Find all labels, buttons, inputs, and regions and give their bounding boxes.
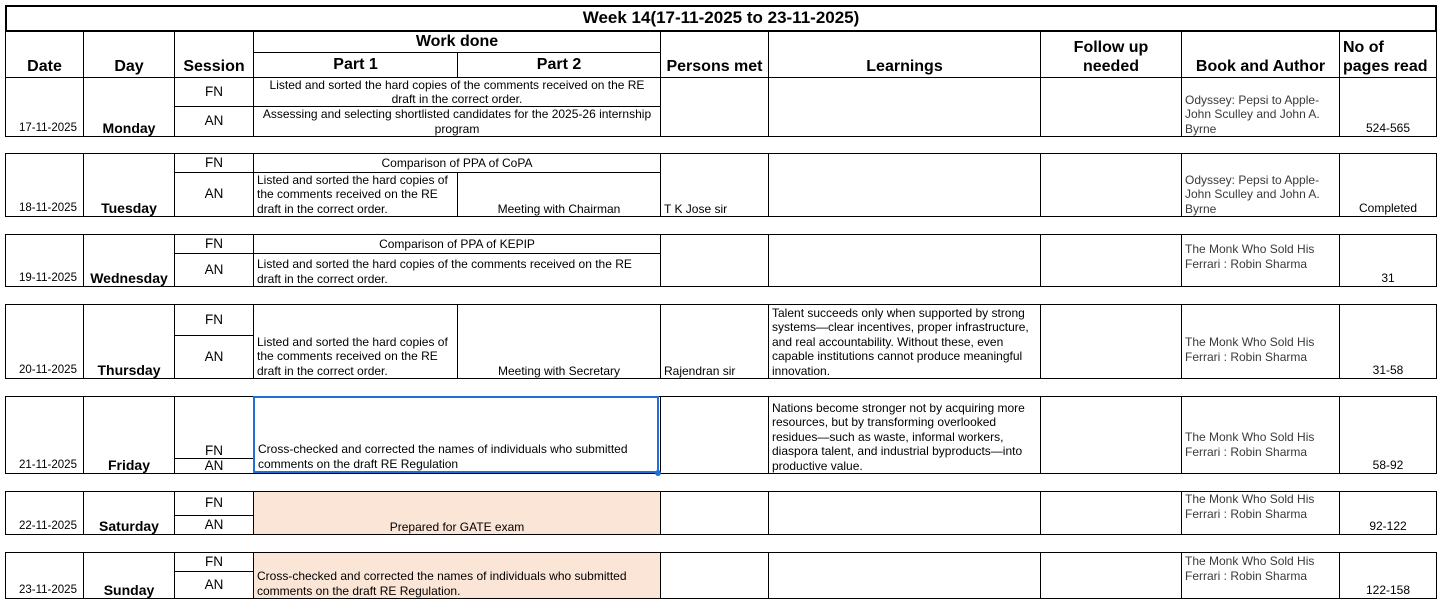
book-cell[interactable]: Odyssey: Pepsi to Apple- John Sculley and John A. Byrne bbox=[1181, 77, 1340, 137]
header-work-done[interactable]: Work done bbox=[253, 31, 661, 53]
work-cell[interactable]: Listed and sorted the hard copies of the comments received on the RE draft in the correct order. bbox=[253, 253, 661, 287]
pages-cell[interactable]: 31 bbox=[1339, 234, 1437, 287]
day-cell[interactable]: Saturday bbox=[83, 491, 175, 535]
book-cell[interactable]: The Monk Who Sold His Ferrari : Robin Sharma bbox=[1181, 304, 1340, 379]
pages-cell[interactable]: 92-122 bbox=[1339, 491, 1437, 535]
date-cell[interactable]: 17-11-2025 bbox=[5, 77, 84, 137]
follow-up-cell[interactable] bbox=[1040, 491, 1182, 535]
session-an[interactable]: AN bbox=[174, 253, 254, 287]
learnings-cell[interactable]: Talent succeeds only when supported by strong systems—clear incentives, proper infrastructure, and real accountability. Without these, even capable institutions cannot produce meaningful innovation. bbox=[768, 304, 1041, 379]
part2-cell[interactable]: Meeting with Chairman bbox=[457, 172, 661, 217]
persons-met-cell[interactable]: T K Jose sir bbox=[660, 153, 769, 217]
session-fn[interactable]: FN bbox=[174, 491, 254, 516]
persons-met-cell[interactable] bbox=[660, 396, 769, 474]
day-cell[interactable]: Thursday bbox=[83, 304, 175, 379]
session-an[interactable]: AN bbox=[174, 335, 254, 379]
spacer-row bbox=[5, 378, 1437, 397]
session-an[interactable]: AN bbox=[174, 458, 254, 474]
book-cell[interactable]: The Monk Who Sold His Ferrari : Robin Sharma bbox=[1181, 396, 1340, 474]
spacer-row bbox=[5, 534, 1437, 553]
sheet-title[interactable]: Week 14(17-11-2025 to 23-11-2025) bbox=[5, 5, 1437, 32]
learnings-cell[interactable] bbox=[768, 491, 1041, 535]
header-pages-read[interactable]: No of pages read bbox=[1339, 31, 1437, 78]
session-an[interactable]: AN bbox=[174, 106, 254, 137]
spacer-row bbox=[5, 136, 1437, 154]
follow-up-cell[interactable] bbox=[1040, 304, 1182, 379]
date-cell[interactable]: 21-11-2025 bbox=[5, 396, 84, 474]
date-cell[interactable]: 19-11-2025 bbox=[5, 234, 84, 287]
pages-cell[interactable]: 31-58 bbox=[1339, 304, 1437, 379]
session-fn[interactable]: FN bbox=[174, 304, 254, 336]
book-cell[interactable]: Odyssey: Pepsi to Apple- John Sculley and John A. Byrne bbox=[1181, 153, 1340, 217]
day-cell[interactable]: Tuesday bbox=[83, 153, 175, 217]
pages-cell[interactable]: 58-92 bbox=[1339, 396, 1437, 474]
pages-cell[interactable]: 524-565 bbox=[1339, 77, 1437, 137]
book-cell[interactable]: The Monk Who Sold His Ferrari : Robin Sharma bbox=[1181, 491, 1340, 535]
spacer-row bbox=[5, 216, 1437, 235]
follow-up-cell[interactable] bbox=[1040, 153, 1182, 217]
persons-met-cell[interactable] bbox=[660, 234, 769, 287]
learnings-cell[interactable] bbox=[768, 77, 1041, 137]
work-cell[interactable]: Assessing and selecting shortlisted candidates for the 2025-26 internship program bbox=[253, 106, 661, 137]
session-fn[interactable]: FN bbox=[174, 77, 254, 107]
session-an[interactable]: AN bbox=[174, 172, 254, 217]
session-fn[interactable]: FN bbox=[174, 153, 254, 173]
book-cell[interactable]: The Monk Who Sold His Ferrari : Robin Sharma bbox=[1181, 234, 1340, 287]
follow-up-cell[interactable] bbox=[1040, 77, 1182, 137]
day-cell[interactable]: Monday bbox=[83, 77, 175, 137]
learnings-cell[interactable] bbox=[768, 552, 1041, 599]
learnings-cell[interactable]: Nations become stronger not by acquiring more resources, but by transforming overlooked residues—such as waste, informal workers, diaspora talent, and industrial byproducts—into productive value. bbox=[768, 396, 1041, 474]
persons-met-cell[interactable] bbox=[660, 77, 769, 137]
date-cell[interactable]: 22-11-2025 bbox=[5, 491, 84, 535]
follow-up-cell[interactable] bbox=[1040, 552, 1182, 599]
work-cell[interactable]: Cross-checked and corrected the names of individuals who submitted comments on the draft RE Regulation. bbox=[253, 552, 661, 599]
date-cell[interactable]: 20-11-2025 bbox=[5, 304, 84, 379]
book-cell[interactable]: The Monk Who Sold His Ferrari : Robin Sharma bbox=[1181, 552, 1340, 599]
day-cell[interactable]: Friday bbox=[83, 396, 175, 474]
day-cell[interactable]: Sunday bbox=[83, 552, 175, 599]
follow-up-cell[interactable] bbox=[1040, 234, 1182, 287]
part1-cell[interactable]: Listed and sorted the hard copies of the comments received on the RE draft in the correct order. bbox=[253, 172, 458, 217]
persons-met-cell[interactable] bbox=[660, 552, 769, 599]
session-an[interactable]: AN bbox=[174, 515, 254, 535]
header-learnings[interactable]: Learnings bbox=[768, 31, 1041, 78]
day-cell[interactable]: Wednesday bbox=[83, 234, 175, 287]
work-cell-selected[interactable]: Cross-checked and corrected the names of individuals who submitted comments on the draft RE Regulation bbox=[253, 396, 659, 473]
part1-cell[interactable]: Listed and sorted the hard copies of the comments received on the RE draft in the correct order. bbox=[253, 304, 458, 379]
pages-cell[interactable]: Completed bbox=[1339, 153, 1437, 217]
header-persons-met[interactable]: Persons met bbox=[660, 31, 769, 78]
session-an[interactable]: AN bbox=[174, 571, 254, 599]
header-date[interactable]: Date bbox=[5, 31, 84, 78]
spacer-row bbox=[5, 473, 1437, 492]
follow-up-cell[interactable] bbox=[1040, 396, 1182, 474]
header-session[interactable]: Session bbox=[174, 31, 254, 78]
persons-met-cell[interactable] bbox=[660, 491, 769, 535]
part2-cell[interactable]: Meeting with Secretary bbox=[457, 304, 661, 379]
date-cell[interactable]: 18-11-2025 bbox=[5, 153, 84, 217]
session-fn[interactable]: FN bbox=[174, 552, 254, 572]
date-cell[interactable]: 23-11-2025 bbox=[5, 552, 84, 599]
pages-cell[interactable]: 122-158 bbox=[1339, 552, 1437, 599]
session-fn[interactable]: FN bbox=[174, 234, 254, 254]
session-fn[interactable]: FN bbox=[174, 396, 254, 459]
work-cell[interactable]: Prepared for GATE exam bbox=[253, 491, 661, 535]
header-book-author[interactable]: Book and Author bbox=[1181, 31, 1340, 78]
header-day[interactable]: Day bbox=[83, 31, 175, 78]
spacer-row bbox=[5, 286, 1437, 305]
work-cell[interactable]: Listed and sorted the hard copies of the comments received on the RE draft in the correct order. bbox=[253, 77, 661, 107]
header-part1[interactable]: Part 1 bbox=[253, 52, 458, 78]
learnings-cell[interactable] bbox=[768, 234, 1041, 287]
work-cell[interactable]: Comparison of PPA of CoPA bbox=[253, 153, 661, 173]
learnings-cell[interactable] bbox=[768, 153, 1041, 217]
persons-met-cell[interactable]: Rajendran sir bbox=[660, 304, 769, 379]
header-follow-up[interactable]: Follow up needed bbox=[1040, 31, 1182, 78]
selection-fill-handle[interactable] bbox=[655, 470, 661, 476]
header-part2[interactable]: Part 2 bbox=[457, 52, 661, 78]
work-cell[interactable]: Comparison of PPA of KEPIP bbox=[253, 234, 661, 254]
